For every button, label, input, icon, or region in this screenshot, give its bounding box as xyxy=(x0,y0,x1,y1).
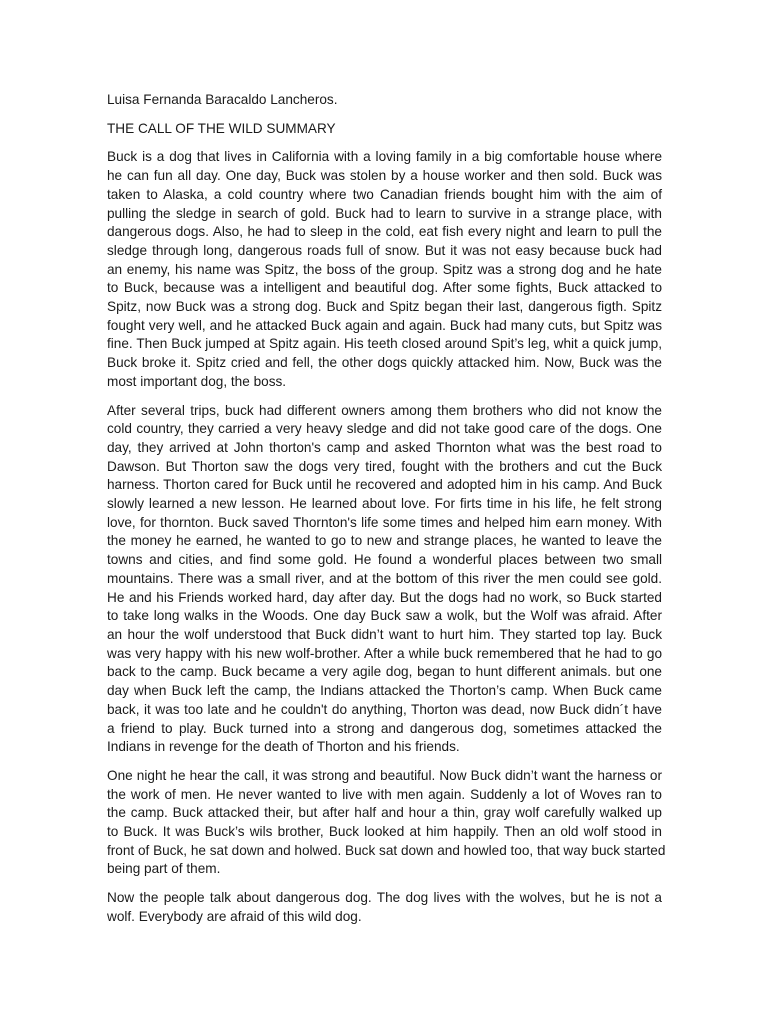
paragraph-line: the work of men. He never wanted to live with men again. Suddenly a lot of Woves ran to xyxy=(107,786,662,802)
paragraph-line: After several trips, buck had different owners among them brothers who did not know the xyxy=(107,402,662,418)
paragraph-line: he can fun all day. One day, Buck was stolen by a house worker and then sold. Buck was xyxy=(107,168,662,184)
paragraph-line: was very happy with his new wolf-brother. After a while buck remembered that he had to go xyxy=(107,645,662,661)
paragraph-line: the money he earned, he wanted to go to new and strange places, he wanted to leave the xyxy=(107,533,662,549)
author-name: Luisa Fernanda Baracaldo Lancheros. xyxy=(107,92,338,107)
paragraph-line: Spitz, now Buck was a strong dog. Buck and Spitz began their last, dangerous figth. Spitz xyxy=(107,299,662,315)
paragraph-line: He and his Friends worked hard, day after day. But the dogs had no work, so Buck started xyxy=(107,589,662,605)
paragraph-1 xyxy=(107,148,662,391)
paragraph-line: back to the camp. Buck became a very agile dog, began to hunt different animals. but one xyxy=(107,664,662,680)
paragraph-line: day, they arrived at John thorton's camp and asked Thornton what was the best road to xyxy=(107,439,662,455)
paragraph-line: day when Buck left the camp, the Indians attacked the Thorton’s camp. When Buck came xyxy=(107,683,662,699)
paragraph-line: One night he hear the call, it was strong and beautiful. Now Buck didn’t want the harness or xyxy=(107,767,662,783)
paragraph-line: being part of them. xyxy=(107,861,221,877)
paragraph-line: a friend to play. Buck turned into a strong and dangerous dog, sometimes attacked the xyxy=(107,720,662,736)
paragraph-line: Indians in revenge for the death of Thorton and his friends. xyxy=(107,739,460,755)
paragraph-line: most important dog, the boss. xyxy=(107,373,287,389)
paragraph-line: towns and cities, and find some gold. He found a wonderful places between two small xyxy=(107,552,662,568)
document-body xyxy=(107,148,666,926)
paragraph-2 xyxy=(107,402,662,757)
paragraph-line: fought very well, and he attacked Buck again and again. Buck had many cuts, but Spitz was xyxy=(107,317,662,333)
paragraph-line: slowly learned a new lesson. He learned about love. For firts time in his life, he felt strong xyxy=(107,496,662,512)
paragraph-line: mountains. There was a small river, and at the bottom of this river the men could see gold. xyxy=(107,570,662,586)
paragraph-line: Buck is a dog that lives in California with a loving family in a big comfortable house where xyxy=(107,149,662,165)
paragraph-line: to Buck, because was a intelligent and beautiful dog. After some fights, Buck attacked to xyxy=(107,280,662,296)
paragraph-line: to Buck. It was Buck’s wils brother, Buck looked at him happily. Then an old wolf stood in xyxy=(107,824,662,840)
paragraph-line: Dawson. But Thorton saw the dogs very tired, fought with the brothers and cut the Buck xyxy=(107,458,662,474)
paragraph-line: Now the people talk about dangerous dog. The dog lives with the wolves, but he is not a xyxy=(107,890,662,906)
paragraph-line: pulling the sledge in search of gold. Buck had to learn to survive in a strange place, with xyxy=(107,205,662,221)
document-title: THE CALL OF THE WILD SUMMARY xyxy=(107,120,336,136)
paragraph-line: cold country, they carried a very heavy sledge and did not take good care of the dogs. One xyxy=(107,421,662,437)
paragraph-line: front of Buck, he sat down and holwed. Buck sat down and howled too, that way buck started xyxy=(107,842,666,858)
paragraph-line: Buck broke it. Spitz cried and fell, the other dogs quickly attacked him. Now, Buck was the xyxy=(107,355,662,371)
paragraph-line: to take long walks in the Woods. One day Buck saw a wolk, but the Wolf was afraid. After xyxy=(107,608,662,624)
paragraph-line: back, it was too late and he couldn't do anything, Thorton was dead, now Buck didn´t have xyxy=(107,701,662,717)
paragraph-line: the camp. Buck attacked their, but after half and hour a thin, gray wolf carefully walked up xyxy=(107,805,662,821)
paragraph-line: an enemy, his name was Spitz, the boss of the group. Spitz was a strong dog and he hate xyxy=(107,261,662,277)
paragraph-line: love, for thornton. Buck saved Thornton's life some times and helped him earn money. With xyxy=(107,514,662,530)
paragraph-line: sledge through long, dangerous roads full of snow. But it was not easy because buck had xyxy=(107,242,662,258)
paragraph-line: taken to Alaska, a cold country where two Canadian friends bought him with the aim of xyxy=(107,186,662,202)
paragraph-4 xyxy=(107,889,662,926)
paragraph-3 xyxy=(107,767,666,879)
paragraph-line: harness. Thorton cared for Buck until he recovered and adopted him in his camp. And Buck xyxy=(107,477,662,493)
paragraph-line: wolf. Everybody are afraid of this wild dog. xyxy=(107,908,362,924)
paragraph-line: an hour the wolf understood that Buck didn’t want to hurt him. They started top lay. Buck xyxy=(107,626,662,642)
paragraph-line: fine. Then Buck jumped at Spitz again. His teeth closed around Spit’s leg, whit a quick jump, xyxy=(107,336,662,352)
document-page xyxy=(107,91,666,937)
paragraph-line: dangerous dogs. Also, he had to sleep in the cold, eat fish every night and learn to pull the xyxy=(107,224,662,240)
